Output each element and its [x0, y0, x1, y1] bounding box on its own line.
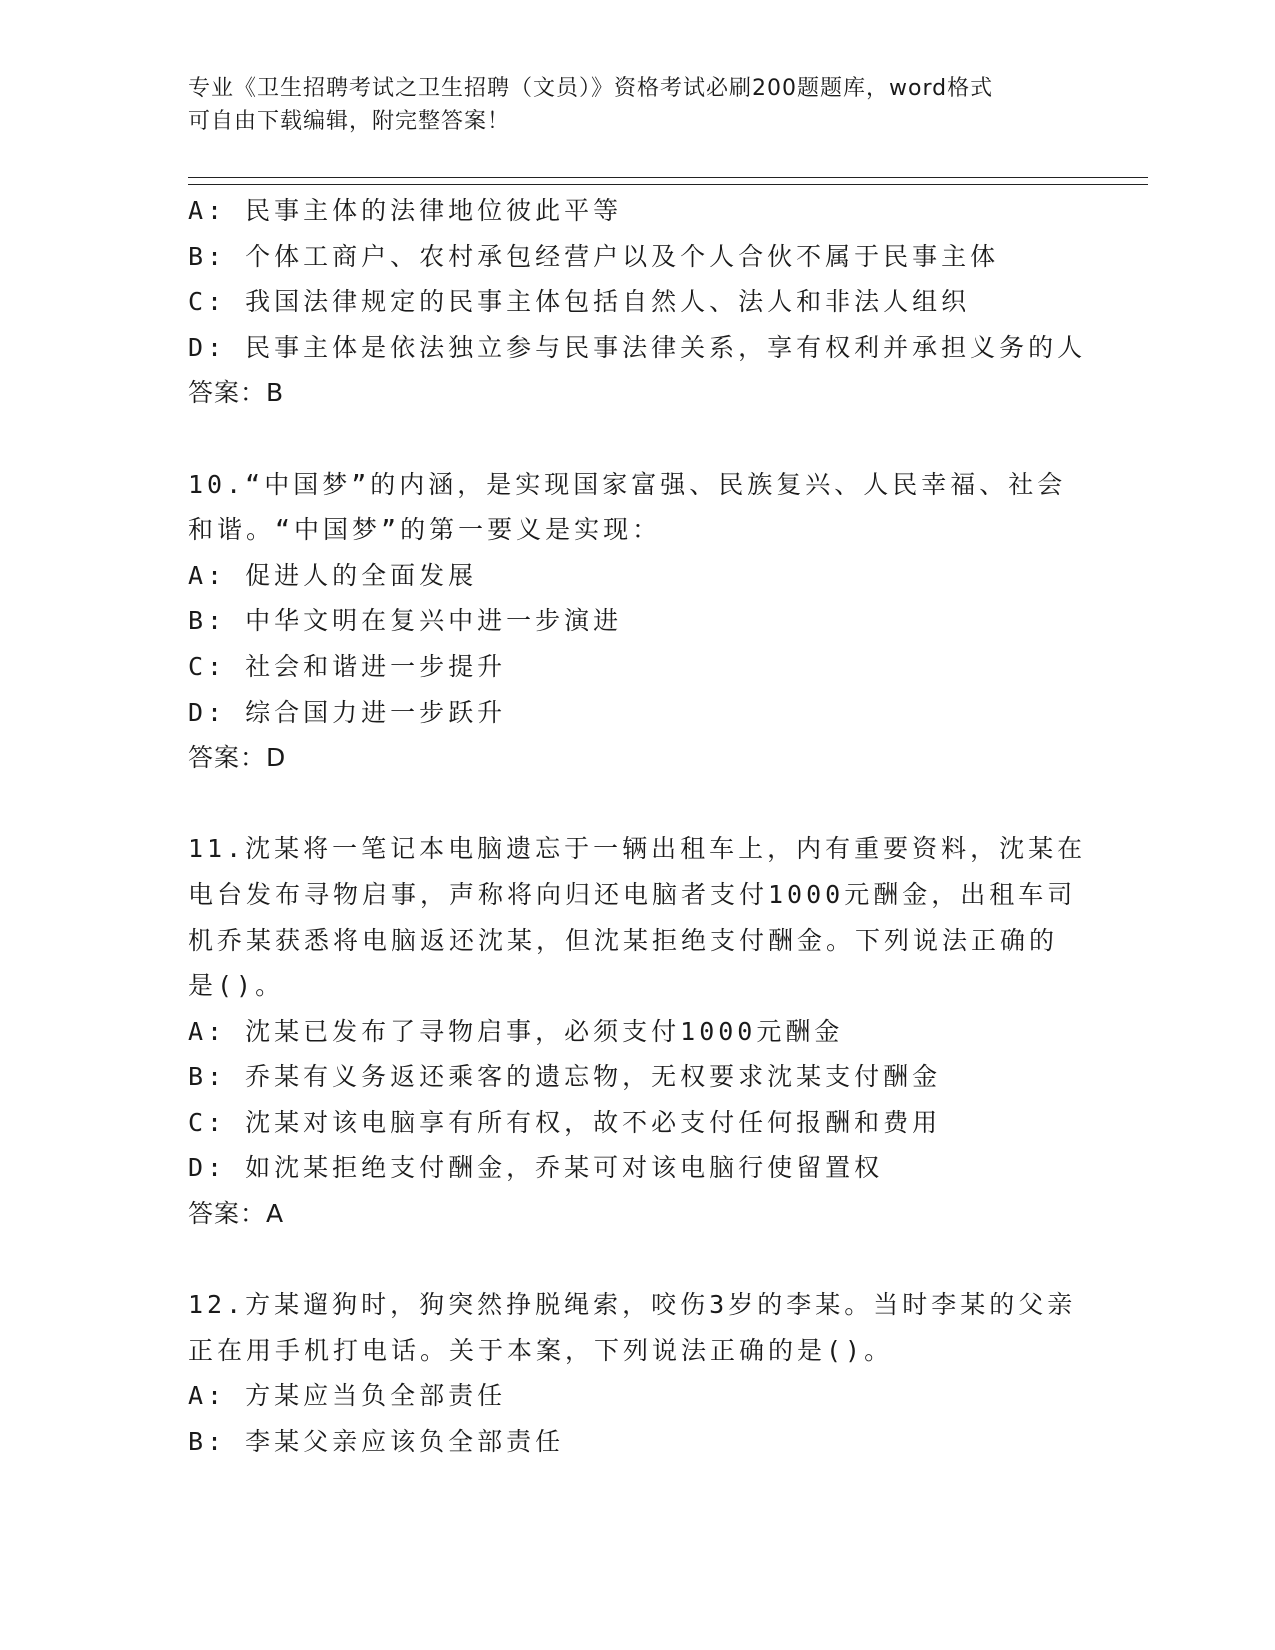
question-stem — [188, 1282, 1088, 1373]
question-stem-line: 10.“中国梦”的内涵，是实现国家富强、民族复兴、人民幸福、社会 — [188, 469, 1067, 499]
option-b: B: 个体工商户、农村承包经营户以及个人合伙不属于民事主体 — [188, 241, 1000, 271]
option-d: D: 综合国力进一步跃升 — [188, 697, 507, 727]
option-b: B: 李某父亲应该负全部责任 — [188, 1427, 565, 1457]
option-a: A: 沈某已发布了寻物启事，必须支付1000元酬金 — [188, 1016, 844, 1046]
option-c: C: 社会和谐进一步提升 — [188, 651, 507, 681]
question-9-block — [188, 188, 1088, 416]
question-stem — [188, 462, 1088, 553]
document-body — [188, 188, 1088, 1465]
spacer — [188, 781, 1088, 827]
question-stem-line: 电台发布寻物启事，声称将向归还电脑者支付1000元酬金，出租车司 — [188, 879, 1077, 909]
question-stem — [188, 826, 1088, 1008]
header-line-2: 可自由下载编辑，附完整答案！ — [188, 109, 511, 134]
spacer — [188, 416, 1088, 462]
option-b: B: 乔某有义务返还乘客的遗忘物，无权要求沈某支付酬金 — [188, 1062, 942, 1092]
option-c: C: 沈某对该电脑享有所有权，故不必支付任何报酬和费用 — [188, 1107, 942, 1137]
answer: 答案：A — [188, 1199, 285, 1229]
header-rule-bottom — [188, 184, 1148, 185]
question-stem-line: 正在用手机打电话。关于本案，下列说法正确的是()。 — [188, 1335, 894, 1365]
question-stem-line: 是()。 — [188, 971, 285, 1001]
question-10-block — [188, 462, 1088, 781]
option-a: A: 民事主体的法律地位彼此平等 — [188, 196, 623, 225]
answer: 答案：D — [188, 743, 287, 773]
question-stem-line: 和谐。“中国梦”的第一要义是实现： — [188, 515, 662, 545]
option-a: A: 方某应当负全部责任 — [188, 1381, 507, 1411]
question-stem-line: 机乔某获悉将电脑返还沈某，但沈某拒绝支付酬金。下列说法正确的 — [188, 925, 1059, 955]
option-a: A: 促进人的全面发展 — [188, 560, 478, 590]
header-line-1: 专业《卫生招聘考试之卫生招聘（文员）》资格考试必刷200题题库，word格式 — [188, 76, 994, 101]
document-header — [188, 72, 1068, 138]
option-b: B: 中华文明在复兴中进一步演进 — [188, 606, 623, 636]
question-stem-line: 11.沈某将一笔记本电脑遗忘于一辆出租车上，内有重要资料，沈某在 — [188, 834, 1087, 864]
option-d: D: 如沈某拒绝支付酬金，乔某可对该电脑行使留置权 — [188, 1153, 884, 1183]
question-11-block — [188, 826, 1088, 1236]
question-12-block — [188, 1282, 1088, 1464]
spacer — [188, 1237, 1088, 1283]
option-c: C: 我国法律规定的民事主体包括自然人、法人和非法人组织 — [188, 287, 971, 317]
question-stem-line: 12.方某遛狗时，狗突然挣脱绳索，咬伤3岁的李某。当时李某的父亲 — [188, 1290, 1077, 1320]
header-rule-top — [188, 177, 1148, 178]
answer: 答案：B — [188, 378, 285, 408]
option-d: D: 民事主体是依法独立参与民事法律关系，享有权利并承担义务的人 — [188, 332, 1087, 362]
